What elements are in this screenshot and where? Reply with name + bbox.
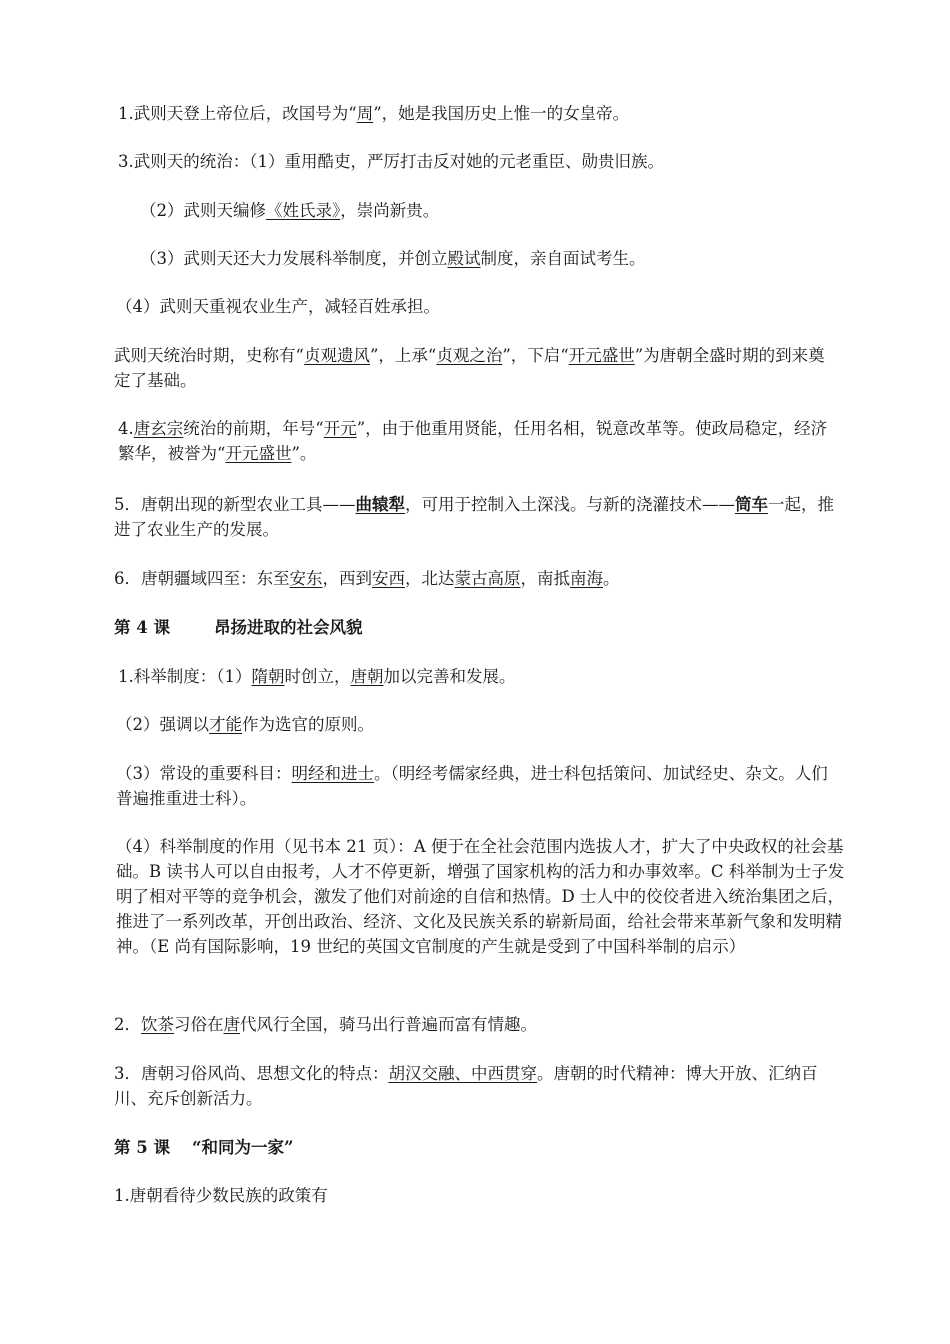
paragraph-tea-custom: 2．饮茶习俗在唐代风行全国，骑马出行普遍而富有情趣。	[114, 1015, 537, 1034]
paragraph-xuanzong: 4.唐玄宗统治的前期，年号“开元”，由于他重用贤能，任用名相，锐意改革等。使政局稳定，经济繁华，被誉为“开元盛世”。	[118, 419, 828, 463]
answer-blank: 安东	[289, 569, 323, 588]
answer-blank: 殿试	[447, 249, 481, 268]
answer-blank: 南海	[570, 569, 603, 588]
answer-blank: 饮茶	[141, 1015, 174, 1034]
lesson-4-heading: 第 4 课 昂扬进取的社会风貌	[114, 618, 363, 637]
answer-blank: 周	[356, 104, 374, 123]
paragraph-wu-zetian-rule: 3.武则天的统治：（1）重用酷吏，严厉打击反对她的元老重臣、勋贵旧族。	[118, 152, 664, 171]
paragraph-exam-effects: （4）科举制度的作用（见书本 21 页）：A 便于在全社会范围内选拔人才，扩大了中央政权的社会基础。B 读书人可以自由报考，人才不停更新，增强了国家机构的活力和办事效率。C 科举制为士子发明了相对平等的竞争机会，激发了他们对前途的自信和热情。D 士人中的佼佼者进入统治集团之后，推进了一系列改革，开创出政治、经济、文化及民族关系的崭新局面，给社会带来革新气象和发明精神。（E 尚有国际影响，19 世纪的英国文官制度的产生就是受到了中国科举制的启示）	[116, 837, 845, 956]
answer-blank: 曲辕犁	[355, 495, 405, 514]
paragraph-rule-3: （3）武则天还大力发展科举制度，并创立殿试制度，亲自面试考生。	[140, 249, 646, 268]
answer-blank: 《姓氏录》	[266, 201, 341, 220]
lesson-5-heading: 第 5 课 “和同为一家”	[114, 1138, 294, 1157]
answer-blank: 隋朝	[251, 667, 285, 686]
answer-blank: 明经和进士	[291, 764, 374, 783]
answer-blank: 唐	[223, 1015, 240, 1034]
paragraph-tang-spirit: 3．唐朝习俗风尚、思想文化的特点：胡汉交融、中西贯穿。唐朝的时代精神：博大开放、汇纳百川、充斥创新活力。	[114, 1064, 818, 1108]
answer-blank: 筒车	[735, 495, 768, 514]
answer-blank: 胡汉交融、中西贯穿	[388, 1064, 537, 1083]
answer-blank: 贞观遗风	[303, 346, 370, 365]
paragraph-exam-origin: 1.科举制度：（1）隋朝时创立，唐朝加以完善和发展。	[118, 667, 516, 686]
answer-blank: 唐朝	[350, 667, 384, 686]
paragraph-exam-subjects: （3）常设的重要科目：明经和进士。（明经考儒家经典，进士科包括策问、加试经史、杂文。人们普遍推重进士科）。	[116, 764, 828, 808]
paragraph-ethnic-policy: 1.唐朝看待少数民族的政策有	[114, 1186, 328, 1205]
paragraph-rule-2: （2）武则天编修《姓氏录》，崇尚新贵。	[140, 201, 440, 220]
paragraph-territory: 6．唐朝疆域四至：东至安东，西到安西，北达蒙古高原，南抵南海。	[114, 569, 620, 588]
answer-blank: 开元盛世	[568, 346, 635, 365]
answer-blank: 开元盛世	[225, 444, 292, 463]
paragraph-rule-4: （4）武则天重视农业生产，减轻百姓承担。	[116, 297, 440, 316]
answer-blank: 蒙古高原	[454, 569, 521, 588]
paragraph-wu-zetian-period: 武则天统治时期，史称有“贞观遗风”，上承“贞观之治”，下启“开元盛世”为唐朝全盛时期的到来奠定了基础。	[114, 346, 825, 390]
answer-blank: 安西	[372, 569, 405, 588]
answer-blank: 唐玄宗	[133, 419, 184, 438]
paragraph-wu-zetian-dynasty: 1.武则天登上帝位后，改国号为“周”，她是我国历史上惟一的女皇帝。	[118, 104, 630, 123]
paragraph-exam-principle: （2）强调以才能作为选官的原则。	[116, 715, 374, 734]
paragraph-farm-tools: 5．唐朝出现的新型农业工具——曲辕犁，可用于控制入土深浅。与新的浇灌技术——筒车一起，推进了农业生产的发展。	[114, 495, 834, 539]
answer-blank: 才能	[209, 715, 242, 734]
answer-blank: 贞观之治	[436, 346, 503, 365]
answer-blank: 开元	[323, 419, 357, 438]
